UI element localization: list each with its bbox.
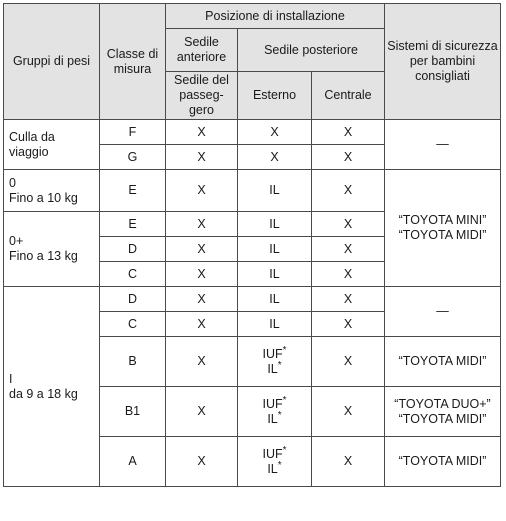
header-outer [238,72,312,120]
size-class-cell: C [100,262,166,287]
group-1-code: I [9,371,13,386]
child-seat-compatibility-table [3,3,501,487]
il-text: IL [267,461,278,476]
rear-center-cell: X [312,170,385,212]
iuf-line [240,444,309,462]
front-passenger-cell: X [166,170,238,212]
rear-center-cell: X [312,312,385,337]
rear-center-cell: X [312,387,385,437]
header-weight-groups [4,4,100,120]
front-passenger-cell: X [166,387,238,437]
recommended-midi: “TOYOTA MIDI” [398,411,487,426]
il-line [240,359,309,377]
rear-center-cell: X [312,262,385,287]
header-size-class [100,4,166,120]
group-0plus-code: 0+ [9,234,24,248]
group-0plus-range: Fino a 13 kg [9,249,78,263]
recommended-midi: “TOYOTA MIDI” [398,228,487,242]
recommended-duo: “TOYOTA DUO+” [394,396,491,411]
header-size-class-text: Classe di misura [106,46,159,76]
footnote-star: * [282,344,287,356]
size-class-cell: A [100,437,166,487]
header-passenger-seat [166,72,238,120]
header-weight-groups-text: Gruppi di pesi [12,54,91,68]
recommended-cell: — [385,120,501,170]
iuf-line [240,394,309,412]
recommended-cell [385,387,501,437]
recommended-cell [385,170,501,287]
header-recommended-text: Sistemi di sicurezza per bambini consigliati [387,39,498,83]
iuf-text: IUF [262,346,283,361]
footnote-star: * [277,409,282,421]
header-outer-text: Esterno [252,88,297,102]
header-passenger-seat-text: Sedile del passeg-gero [174,73,229,117]
header-front-seat [166,29,238,72]
size-class-cell: B1 [100,387,166,437]
rear-outer-cell: IL [238,287,312,312]
header-center [312,72,385,120]
rear-center-cell: X [312,237,385,262]
rear-center-cell: X [312,120,385,145]
il-line [240,409,309,427]
header-recommended [385,4,501,120]
size-class-cell: G [100,145,166,170]
table-row [4,120,501,145]
iuf-text: IUF [262,446,283,461]
front-passenger-cell: X [166,312,238,337]
front-passenger-cell: X [166,237,238,262]
header-rear-seat [238,29,385,72]
group-0 [4,170,100,212]
il-line [240,459,309,477]
front-passenger-cell: X [166,145,238,170]
front-passenger-cell: X [166,212,238,237]
group-0-code: 0 [9,175,16,190]
front-passenger-cell: X [166,437,238,487]
rear-center-cell: X [312,337,385,387]
recommended-cell: — [385,287,501,337]
rear-outer-cell [238,387,312,437]
size-class-cell: C [100,312,166,337]
group-1-range: da 9 a 18 kg [9,386,78,401]
rear-center-cell: X [312,437,385,487]
size-class-cell: F [100,120,166,145]
group-carrycot [4,120,100,170]
rear-outer-cell [238,337,312,387]
il-text: IL [267,411,278,426]
header-center-text: Centrale [324,88,372,102]
rear-outer-cell: X [238,120,312,145]
footnote-star: * [282,444,287,456]
size-class-cell: D [100,237,166,262]
rear-center-cell: X [312,212,385,237]
group-0plus [4,212,100,287]
rear-center-cell: X [312,145,385,170]
footnote-star: * [277,459,282,471]
table-row [4,287,501,312]
header-front-seat-text: Sedile anteriore [176,35,227,64]
rear-outer-cell: IL [238,262,312,287]
front-passenger-cell: X [166,287,238,312]
rear-outer-cell: X [238,145,312,170]
rear-outer-cell: IL [238,237,312,262]
il-text: IL [267,361,278,376]
front-passenger-cell: X [166,262,238,287]
iuf-text: IUF [262,396,283,411]
rear-outer-cell: IL [238,212,312,237]
group-1 [4,287,100,487]
header-install-position [166,4,385,29]
header-rear-seat-text: Sedile posteriore [264,42,358,57]
footnote-star: * [282,394,287,406]
group-0-range: Fino a 10 kg [9,190,78,205]
size-class-cell: E [100,170,166,212]
size-class-cell: E [100,212,166,237]
rear-outer-cell: IL [238,312,312,337]
header-row-1 [4,4,501,29]
table-row [4,170,501,212]
compatibility-table-container [3,3,501,487]
size-class-cell: B [100,337,166,387]
front-passenger-cell: X [166,120,238,145]
recommended-cell: “TOYOTA MIDI” [385,337,501,387]
group-carrycot-text: Culla da viaggio [9,129,55,159]
recommended-cell: “TOYOTA MIDI” [385,437,501,487]
rear-outer-cell: IL [238,170,312,212]
recommended-mini: “TOYOTA MINI” [398,213,487,227]
rear-center-cell: X [312,287,385,312]
size-class-cell: D [100,287,166,312]
front-passenger-cell: X [166,337,238,387]
iuf-line [240,344,309,362]
rear-outer-cell [238,437,312,487]
footnote-star: * [277,359,282,371]
header-install-position-text: Posizione di installazione [205,8,345,23]
